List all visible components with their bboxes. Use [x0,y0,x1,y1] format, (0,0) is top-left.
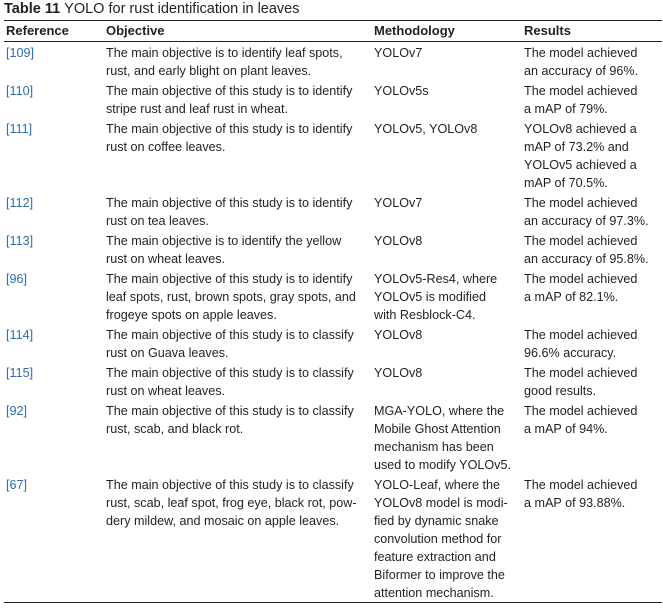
objective-line: rust, scab, leaf spot, frog eye, black rot, pow- [106,496,357,510]
objective-line: The main objective of this study is to classify [106,366,354,380]
methodology-line: YOLOv8 [374,328,423,342]
methodology-line: used to modify YOLOv5. [374,458,511,472]
table-caption [4,0,300,18]
methodology-cell [372,230,522,268]
header-methodology: Methodology [374,23,455,38]
objective-line: rust on coffee leaves. [106,140,226,154]
methodology-line: with Resblock-C4. [374,308,476,322]
methodology-cell [372,192,522,230]
reference-cell [4,362,104,400]
objective-line: The main objective of this study is to classify [106,328,354,342]
methodology-line: attention mechanism. [374,586,494,600]
objective-line: rust on wheat leaves. [106,252,226,266]
results-line: mAP of 73.2% and [524,140,629,154]
results-line: an accuracy of 97.3%. [524,214,649,228]
objective-cell [104,268,372,324]
table-header-row [4,21,662,42]
methodology-line: YOLOv7 [374,196,423,210]
reference-cell [4,400,104,474]
objective-cell [104,474,372,603]
results-line: a mAP of 93.88%. [524,496,626,510]
reference-cell [4,230,104,268]
results-cell [522,230,662,268]
results-cell [522,118,662,192]
objective-line: rust on Guava leaves. [106,346,229,360]
reference-link[interactable]: [110] [6,84,34,98]
table-row [4,474,662,603]
methodology-line: Mobile Ghost Attention [374,422,501,436]
methodology-line: YOLO-Leaf, where the [374,478,501,492]
methodology-line: YOLOv8 [374,234,423,248]
results-cell [522,400,662,474]
rust-identification-table [4,20,662,603]
objective-line: The main objective of this study is to identify [106,84,353,98]
table-row [4,324,662,362]
reference-link[interactable]: [96] [6,272,28,286]
results-line: mAP of 70.5%. [524,176,608,190]
methodology-line: convolution method for [374,532,502,546]
methodology-line: YOLOv8 [374,366,423,380]
results-line: The model achieved [524,84,638,98]
methodology-line: YOLOv5 is modified [374,290,486,304]
objective-line: rust, and early blight on plant leaves. [106,64,312,78]
results-cell [522,192,662,230]
methodology-line: YOLOv5s [374,84,429,98]
results-line: The model achieved [524,234,638,248]
table-row [4,400,662,474]
results-cell [522,324,662,362]
table-row [4,42,662,81]
table-row [4,230,662,268]
results-line: good results. [524,384,597,398]
results-line: The model achieved [524,404,638,418]
objective-line: The main objective of this study is to classify [106,404,354,418]
results-cell [522,474,662,603]
methodology-line: Biformer to improve the [374,568,505,582]
reference-cell [4,118,104,192]
reference-link[interactable]: [112] [6,196,34,210]
results-line: The model achieved [524,196,638,210]
reference-link[interactable]: [67] [6,478,28,492]
reference-cell [4,42,104,81]
results-line: The model achieved [524,328,638,342]
table-row [4,268,662,324]
results-cell [522,362,662,400]
results-line: YOLOv8 achieved a [524,122,637,136]
table-title: YOLO for rust identification in leaves [64,1,300,17]
objective-line: The main objective of this study is to identify [106,196,353,210]
reference-link[interactable]: [114] [6,328,34,342]
methodology-cell [372,324,522,362]
objective-cell [104,118,372,192]
objective-line: rust on tea leaves. [106,214,209,228]
methodology-line: YOLOv5-Res4, where [374,272,498,286]
reference-link[interactable]: [115] [6,366,34,380]
objective-line: stripe rust and leaf rust in wheat. [106,102,289,116]
methodology-cell [372,80,522,118]
objective-line: leaf spots, rust, brown spots, gray spots, and [106,290,356,304]
results-cell [522,80,662,118]
header-objective: Objective [106,23,165,38]
reference-cell [4,324,104,362]
results-line: an accuracy of 96%. [524,64,639,78]
reference-cell [4,80,104,118]
table-row [4,192,662,230]
objective-line: The main objective is to identify the yellow [106,234,342,248]
methodology-cell [372,362,522,400]
objective-line: The main objective is to identify leaf spots, [106,46,343,60]
methodology-cell [372,268,522,324]
objective-line: frogeye spots on apple leaves. [106,308,277,322]
methodology-line: feature extraction and [374,550,496,564]
objective-cell [104,192,372,230]
header-results: Results [524,23,571,38]
reference-cell [4,474,104,603]
header-reference: Reference [6,23,69,38]
methodology-line: YOLOv5, YOLOv8 [374,122,478,136]
table-row [4,80,662,118]
methodology-line: YOLOv7 [374,46,423,60]
table-row [4,118,662,192]
table-number: Table 11 [4,1,61,17]
results-line: The model achieved [524,366,638,380]
methodology-cell [372,42,522,81]
results-line: an accuracy of 95.8%. [524,252,649,266]
results-line: The model achieved [524,478,638,492]
reference-link[interactable]: [113] [6,234,34,248]
objective-cell [104,362,372,400]
results-cell [522,42,662,81]
objective-line: rust on wheat leaves. [106,384,226,398]
reference-link[interactable]: [111] [6,122,33,136]
objective-line: The main objective of this study is to identify [106,122,353,136]
objective-cell [104,400,372,474]
results-line: a mAP of 94%. [524,422,608,436]
methodology-line: MGA-YOLO, where the [374,404,505,418]
methodology-cell [372,118,522,192]
table-body [4,42,662,603]
methodology-cell [372,400,522,474]
objective-cell [104,230,372,268]
reference-cell [4,268,104,324]
results-line: YOLOv5 achieved a [524,158,637,172]
methodology-line: fied by dynamic snake [374,514,499,528]
results-line: a mAP of 82.1%. [524,290,619,304]
objective-cell [104,80,372,118]
methodology-line: YOLOv8 model is modi- [374,496,508,510]
reference-link[interactable]: [92] [6,404,28,418]
table-row [4,362,662,400]
reference-cell [4,192,104,230]
reference-link[interactable]: [109] [6,46,35,60]
methodology-line: mechanism has been [374,440,494,454]
results-cell [522,268,662,324]
results-line: a mAP of 79%. [524,102,608,116]
objective-line: The main objective of this study is to identify [106,272,353,286]
results-line: The model achieved [524,46,638,60]
objective-cell [104,42,372,81]
methodology-cell [372,474,522,603]
objective-line: rust, scab, and black rot. [106,422,244,436]
objective-line: The main objective of this study is to classify [106,478,354,492]
objective-line: dery mildew, and mosaic on apple leaves. [106,514,340,528]
results-line: The model achieved [524,272,638,286]
objective-cell [104,324,372,362]
results-line: 96.6% accuracy. [524,346,617,360]
